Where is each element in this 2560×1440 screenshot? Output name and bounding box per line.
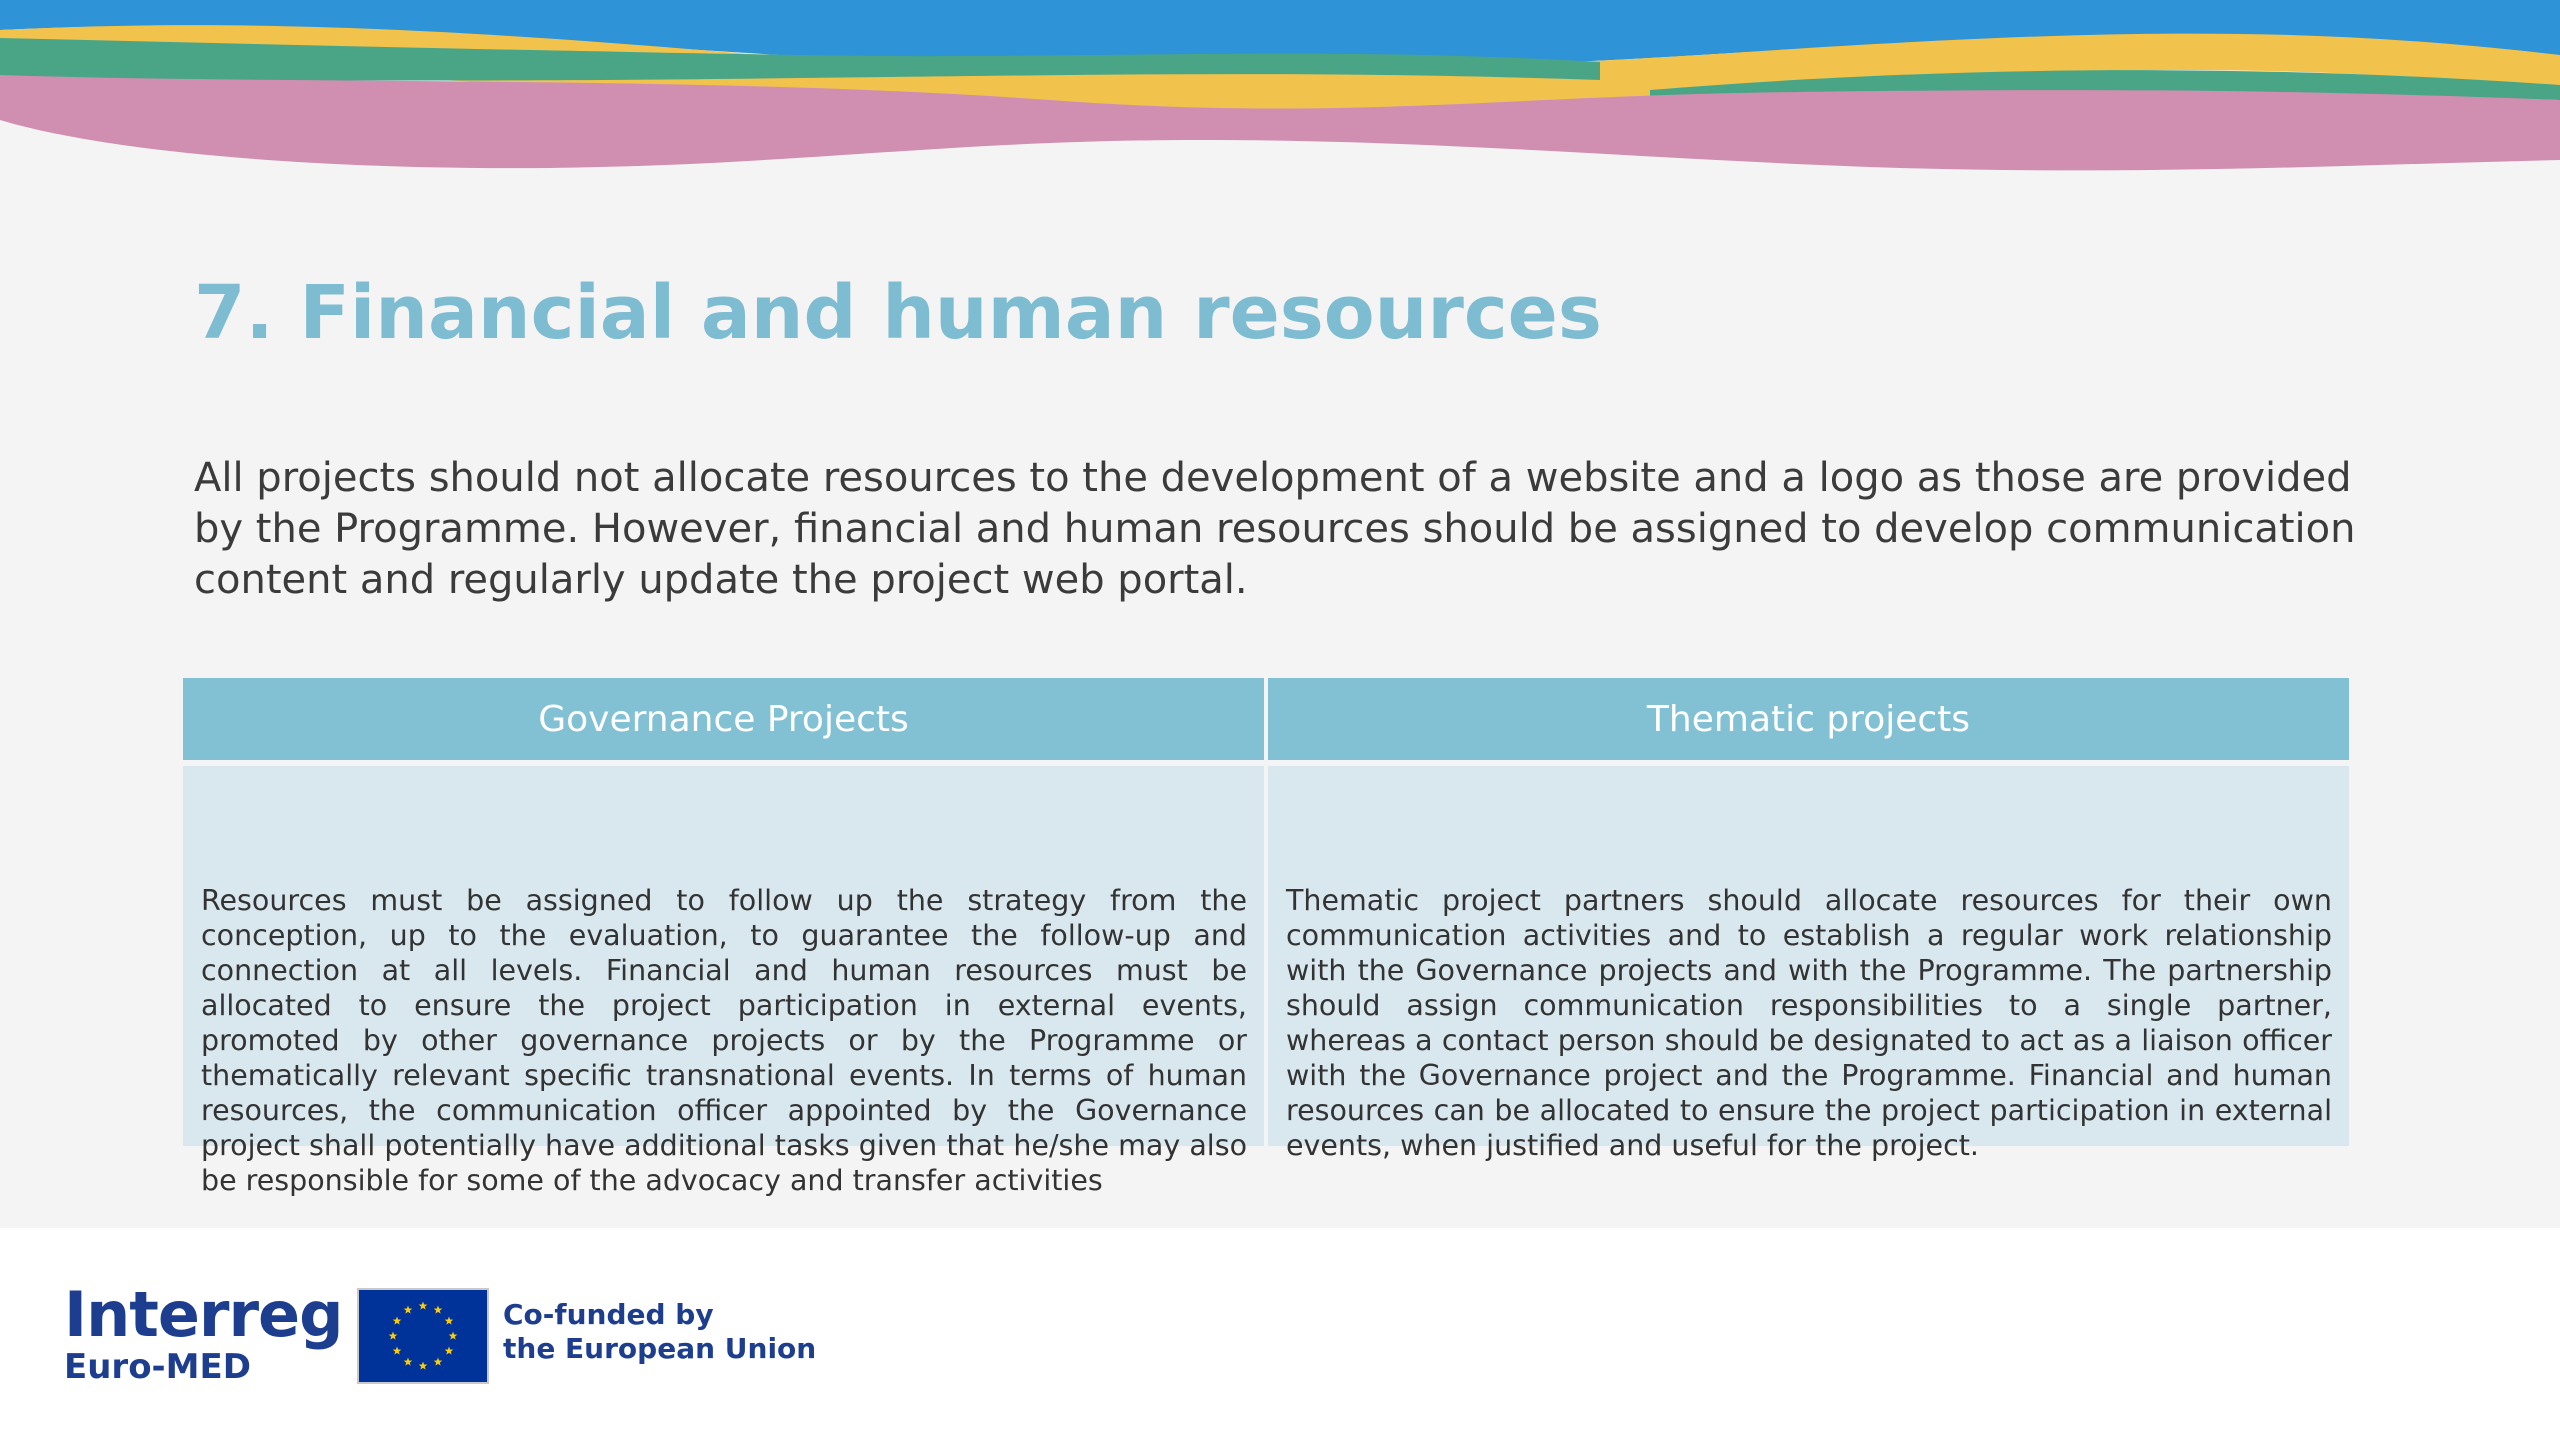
decorative-wave-banner: [0, 0, 2560, 180]
interreg-logo: [64, 1278, 343, 1387]
governance-text: Resources must be assigned to follow up the strategy from the conception, up to the evaluation, to guarantee the follow-up and connection at all levels. Financial and human resources must be allocated to ensure the project participation in external events, promoted by other governance projects or by the Programme or thematically relevant specific transnational events. In terms of human resources, the communication officer appointed by the Governance project shall potentially have additional tasks given that he/she may also be responsible for some of the advocacy and transfer activities: [201, 884, 1247, 1197]
slide-title: 7. Financial and human resources: [194, 270, 1602, 356]
table-header-governance: Governance Projects: [183, 678, 1264, 760]
interreg-sub: Euro-MED: [64, 1347, 251, 1387]
eu-flag-icon: [357, 1288, 489, 1384]
intro-paragraph: All projects should not allocate resources to the development of a website and a logo as those are provided by the Programme. However, financial and human resources should be assigned to develop communication content and regularly update the project web portal.: [194, 455, 2356, 603]
eu-line-1: Co-funded by: [503, 1298, 714, 1331]
eu-line-2: the European Union: [503, 1332, 817, 1365]
table-cell-thematic: [1268, 766, 2349, 1162]
eu-cofunded-label: [503, 1298, 816, 1366]
resources-table: [183, 678, 2349, 1197]
table-cell-governance: [183, 766, 1264, 1197]
table-header-thematic: Thematic projects: [1268, 678, 2349, 760]
interreg-brand: Interreg: [64, 1278, 343, 1351]
thematic-text: Thematic project partners should allocate resources for their own communication activities and to establish a regular work relationship with the Governance projects and with the Programme. The partnership should assign communication responsibilities to a single partner, whereas a contact person should be designated to act as a liaison officer with the Governance project and the Programme. Financial and human resources can be allocated to ensure the project participation in external events, when justified and useful for the project.: [1286, 884, 2332, 1162]
